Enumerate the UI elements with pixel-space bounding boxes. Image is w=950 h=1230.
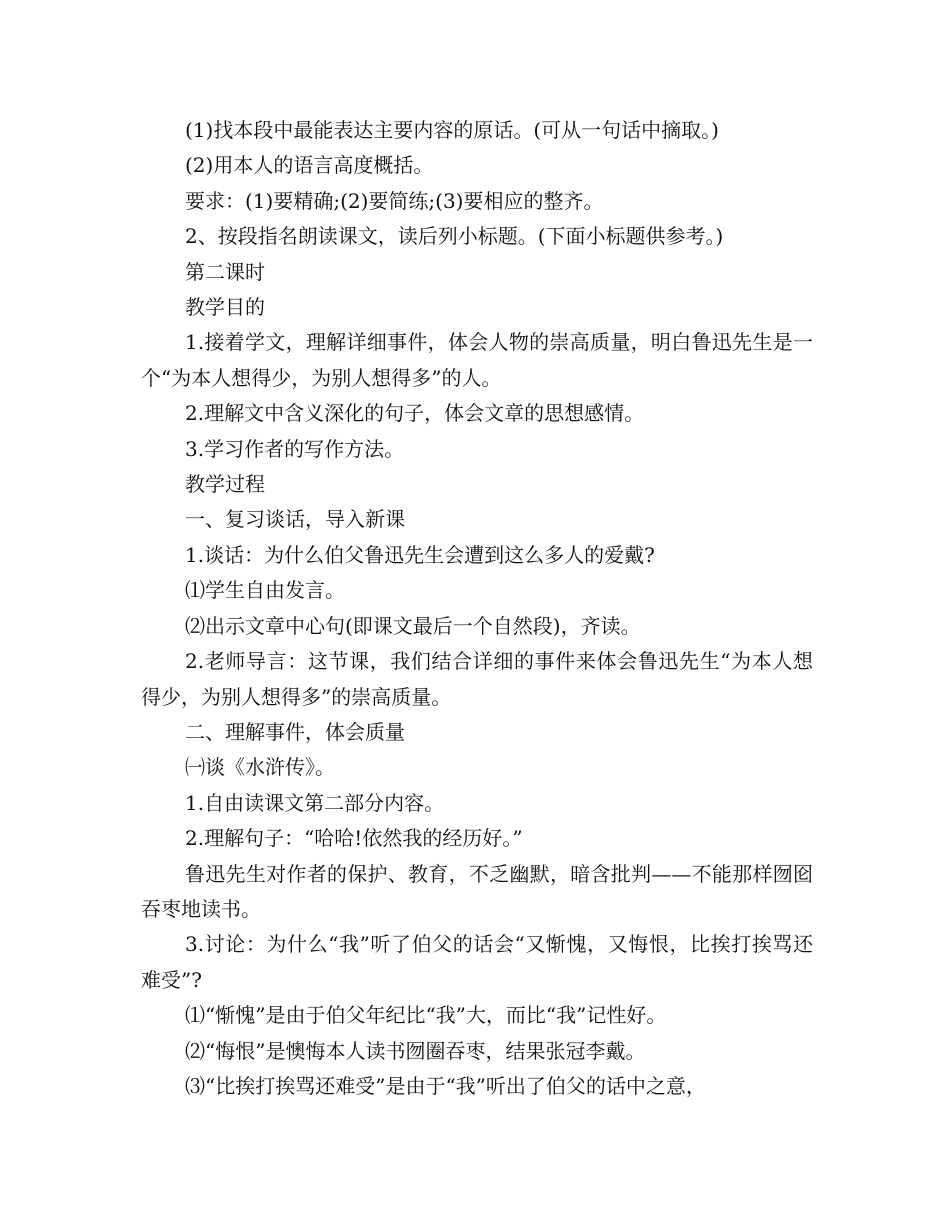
text-line: ⑴“惭愧”是由于伯父年纪比“我”大，而比“我”记性好。 bbox=[185, 1003, 667, 1028]
text-paragraph: 鲁迅先生对作者的保护、教育，不乏幽默，暗含批判——不能那样囫囵吞枣地读书。 bbox=[141, 861, 813, 921]
text-line: ⑶“比挨打挨骂还难受”是由于“我”听出了伯父的话中之意， bbox=[185, 1073, 706, 1098]
text-line: ⑵出示文章中心句(即课文最后一个自然段)，齐读。 bbox=[185, 613, 641, 638]
text-line: ㈠谈《水浒传》。 bbox=[185, 755, 335, 780]
text-line: 1.自由读课文第二部分内容。 bbox=[185, 790, 445, 815]
text-line: 2.理解句子：“哈哈!依然我的经历好。” bbox=[185, 826, 523, 851]
text-line: ⑵“悔恨”是懊悔本人读书囫圈吞枣，结果张冠李戴。 bbox=[185, 1038, 646, 1063]
text-paragraph: 3.讨论：为什么“我”听了伯父的话会“又惭愧，又悔恨，比挨打挨骂还难受”? bbox=[141, 932, 813, 992]
text-line: 1.谈话：为什么伯父鲁迅先生会遭到这么多人的爱戴? bbox=[185, 542, 655, 567]
text-line: 2.理解文中含义深化的句子，体会文章的思想感情。 bbox=[185, 401, 645, 426]
text-line: 要求：(1)要精确;(2)要简练;(3)要相应的整齐。 bbox=[185, 188, 604, 213]
text-line: (2)用本人的语言高度概括。 bbox=[185, 153, 434, 178]
section-heading: 一、复习谈话，导入新课 bbox=[185, 507, 405, 532]
text-paragraph: 2.老师导言：这节课，我们结合详细的事件来体会鲁迅先生“为本人想得少，为别人想得多”的崇高质量。 bbox=[141, 649, 813, 709]
text-line: 3.学习作者的写作方法。 bbox=[185, 436, 405, 461]
section-heading: 教学过程 bbox=[185, 472, 265, 497]
document-body bbox=[141, 113, 813, 1104]
text-paragraph: 1.接着学文，理解详细事件，体会人物的崇高质量，明白鲁迅先生是一个“为本人想得少，为别人想得多”的人。 bbox=[141, 330, 813, 390]
text-line: (1)找本段中最能表达主要内容的原话。(可从一句话中摘取。) bbox=[185, 118, 719, 142]
section-heading: 二、理解事件，体会质量 bbox=[185, 719, 405, 744]
text-line: ⑴学生自由发言。 bbox=[185, 578, 345, 603]
section-heading: 第二课时 bbox=[185, 259, 265, 284]
section-heading: 教学目的 bbox=[185, 295, 265, 320]
text-line: 2、按段指名朗读课文，读后列小标题。(下面小标题供参考。) bbox=[185, 224, 724, 249]
